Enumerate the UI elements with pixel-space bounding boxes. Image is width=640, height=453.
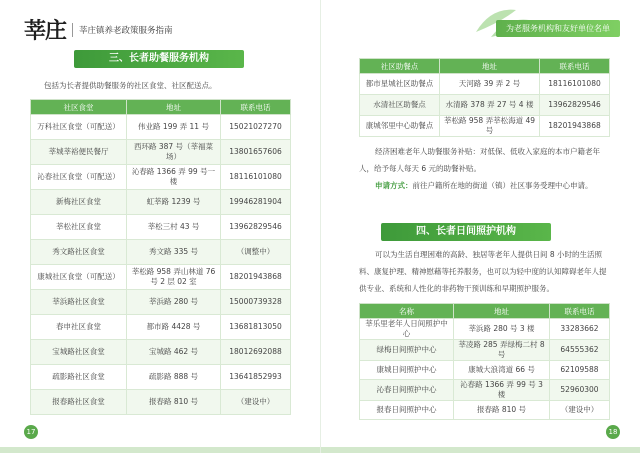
table-header-row bbox=[31, 100, 291, 115]
table-cell: （建设中） bbox=[550, 401, 610, 420]
table-cell: 伟业路 199 弄 11 号 bbox=[127, 115, 221, 140]
table-cell: 18201943868 bbox=[221, 265, 291, 290]
table-cell: 62109588 bbox=[550, 361, 610, 380]
table-cell: 莘浜路社区食堂 bbox=[31, 290, 127, 315]
brand-divider bbox=[72, 23, 73, 37]
table-cell: 13962829546 bbox=[540, 95, 610, 116]
table-row bbox=[360, 340, 610, 361]
section-title-meal: 三、长者助餐服务机构 bbox=[74, 50, 244, 68]
column-header: 地址 bbox=[440, 59, 540, 74]
table-cell: 万科社区食堂（可配送） bbox=[31, 115, 127, 140]
table-row bbox=[31, 340, 291, 365]
table-cell: 64555362 bbox=[550, 340, 610, 361]
column-header: 名称 bbox=[360, 304, 454, 319]
table-cell: （建设中） bbox=[221, 390, 291, 415]
column-header: 社区助餐点 bbox=[360, 59, 440, 74]
table-cell: 莘浜路 280 号 3 楼 bbox=[454, 319, 550, 340]
table-row bbox=[31, 115, 291, 140]
table-row bbox=[31, 290, 291, 315]
table-row bbox=[360, 319, 610, 340]
apply-text: 前往户籍所在地的街道（镇）社区事务受理中心申请。 bbox=[412, 181, 593, 190]
daycare-table bbox=[359, 303, 610, 420]
table-row bbox=[31, 265, 291, 290]
table-row bbox=[360, 95, 610, 116]
table-row bbox=[31, 215, 291, 240]
table-cell: 13681813050 bbox=[221, 315, 291, 340]
table-cell: 沁春路 1366 弄 99 号 3 楼 bbox=[454, 380, 550, 401]
table-cell: 新梅社区食堂 bbox=[31, 190, 127, 215]
table-cell: 13801657606 bbox=[221, 140, 291, 165]
table-cell: 水清社区助餐点 bbox=[360, 95, 440, 116]
table-cell: 莘城莘裕便民餐厅 bbox=[31, 140, 127, 165]
table-cell: 宝城路社区食堂 bbox=[31, 340, 127, 365]
table-cell: 莘凌路 285 弄绿梅二村 8 号 bbox=[454, 340, 550, 361]
apply-label: 申请方式： bbox=[375, 181, 413, 190]
table-cell: 秀文路 335 号 bbox=[127, 240, 221, 265]
table-header-row bbox=[360, 304, 610, 319]
table-row bbox=[360, 74, 610, 95]
table-row bbox=[31, 190, 291, 215]
table-header-row bbox=[360, 59, 610, 74]
meal-intro: 包括为长者提供助餐服务的社区食堂、社区配送点。 bbox=[44, 81, 217, 90]
column-header: 联系电话 bbox=[221, 100, 291, 115]
table-cell: 水清路 378 弄 27 号 4 楼 bbox=[440, 95, 540, 116]
table-cell: 莘松三村 43 号 bbox=[127, 215, 221, 240]
table-cell: 都市路 4428 号 bbox=[127, 315, 221, 340]
header-tag: 为老服务机构和友好单位名单 bbox=[496, 20, 620, 37]
table-row bbox=[360, 380, 610, 401]
table-cell: 绿梅日间照护中心 bbox=[360, 340, 454, 361]
table-cell: 沁春社区食堂（可配送） bbox=[31, 165, 127, 190]
section-title-daycare: 四、长者日间照护机构 bbox=[381, 223, 551, 241]
table-cell: 都市星城社区助餐点 bbox=[360, 74, 440, 95]
table-cell: 沁春路 1366 弄 99 号一楼 bbox=[127, 165, 221, 190]
table-cell: 康城日间照护中心 bbox=[360, 361, 454, 380]
table-row bbox=[31, 140, 291, 165]
column-header: 联系电话 bbox=[540, 59, 610, 74]
table-cell: 天河路 39 弄 2 号 bbox=[440, 74, 540, 95]
brand bbox=[24, 14, 173, 45]
table-cell: 康城邻里中心助餐点 bbox=[360, 116, 440, 137]
table-cell: 莘松路 958 弄莘松海道 49 号 bbox=[440, 116, 540, 137]
table-cell: 虹莘路 1239 号 bbox=[127, 190, 221, 215]
subsidy-text: 经济困难老年人助餐服务补贴：对低保、低收入家庭的本市户籍老年人，给予每人每天 6 元的助餐补贴。 bbox=[359, 147, 600, 173]
table-cell: 报春路 810 号 bbox=[127, 390, 221, 415]
column-header: 地址 bbox=[127, 100, 221, 115]
page-number: 18 bbox=[606, 425, 620, 439]
table-row bbox=[360, 361, 610, 380]
table-row bbox=[31, 365, 291, 390]
column-header: 社区食堂 bbox=[31, 100, 127, 115]
table-row bbox=[31, 240, 291, 265]
table-cell: 19946281904 bbox=[221, 190, 291, 215]
table-cell: 15021027270 bbox=[221, 115, 291, 140]
table-cell: 18201943868 bbox=[540, 116, 610, 137]
table-cell: 18012692088 bbox=[221, 340, 291, 365]
table-cell: 报春路 810 号 bbox=[454, 401, 550, 420]
table-cell: 52960300 bbox=[550, 380, 610, 401]
table-cell: 宝城路 462 号 bbox=[127, 340, 221, 365]
daycare-intro: 可以为生活自理困难的高龄、独居等老年人提供日间 8 小时的生活照料、康复护理、精神慰藉等托养服务，也可以为轻中度的认知障碍老年人提供专业、系统和人性化的非药物干预训练和早期照护服务。 bbox=[359, 250, 607, 293]
table-cell: 疏影路社区食堂 bbox=[31, 365, 127, 390]
table-cell: 康城大浪湾道 66 号 bbox=[454, 361, 550, 380]
meal-canteen-table bbox=[30, 99, 291, 415]
table-row bbox=[360, 116, 610, 137]
table-cell: 莘松路 958 弄山林道 76 号 2 层 02 室 bbox=[127, 265, 221, 290]
table-row bbox=[31, 315, 291, 340]
table-cell: 西环路 387 号（莘福菜场） bbox=[127, 140, 221, 165]
table-cell: 13641852993 bbox=[221, 365, 291, 390]
column-header: 联系电话 bbox=[550, 304, 610, 319]
meal-point-table bbox=[359, 58, 610, 137]
apply-method bbox=[359, 180, 611, 191]
table-cell: 18116101080 bbox=[540, 74, 610, 95]
brand-logo: 莘庄 bbox=[24, 18, 67, 44]
table-cell: 报春路社区食堂 bbox=[31, 390, 127, 415]
column-header: 地址 bbox=[454, 304, 550, 319]
table-row bbox=[31, 165, 291, 190]
table-cell: 秀文路社区食堂 bbox=[31, 240, 127, 265]
table-cell: 13962829546 bbox=[221, 215, 291, 240]
table-row bbox=[31, 390, 291, 415]
footer-band bbox=[0, 447, 320, 453]
table-cell: 报春日间照护中心 bbox=[360, 401, 454, 420]
table-cell: （调整中） bbox=[221, 240, 291, 265]
table-cell: 沁春日间照护中心 bbox=[360, 380, 454, 401]
right-page bbox=[320, 0, 640, 453]
table-cell: 15000739328 bbox=[221, 290, 291, 315]
table-cell: 康城社区食堂（可配送） bbox=[31, 265, 127, 290]
table-cell: 疏影路 888 号 bbox=[127, 365, 221, 390]
footer-band bbox=[321, 447, 640, 453]
table-row bbox=[360, 401, 610, 420]
table-cell: 莘松社区食堂 bbox=[31, 215, 127, 240]
table-cell: 33283662 bbox=[550, 319, 610, 340]
brand-title: 莘庄镇养老政策服务指南 bbox=[79, 25, 173, 36]
table-cell: 莘乐里老年人日间照护中心 bbox=[360, 319, 454, 340]
table-cell: 莘浜路 280 号 bbox=[127, 290, 221, 315]
page-number: 17 bbox=[24, 425, 38, 439]
table-cell: 18116101080 bbox=[221, 165, 291, 190]
table-cell: 春申社区食堂 bbox=[31, 315, 127, 340]
